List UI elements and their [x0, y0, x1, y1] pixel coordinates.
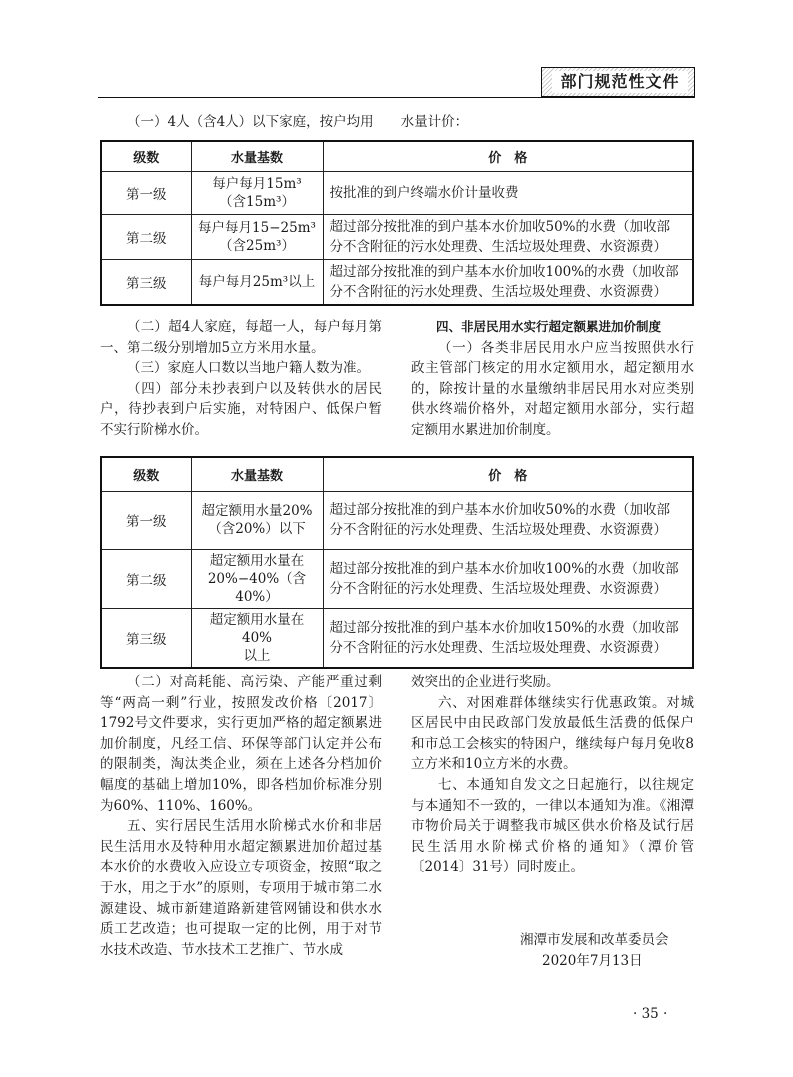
left-column-upper	[100, 317, 382, 441]
paragraph: 七、本通知自发文之日起施行，以往规定与本通知不一致的，一律以本通知为准。《湘潭市物价局关于调整我市城区供水价格及试行居民生活用水阶梯式价格的通知》（潭价管〔2014〕31号）同时废止。	[411, 776, 694, 876]
tier-base: 每户每月15−25m³ （含25m³）	[191, 214, 323, 259]
tier-price: 超过部分按批准的到户基本水价加收100%的水费（加收部 分不含附征的污水处理费、生活垃圾处理费、水资源费）	[323, 549, 693, 608]
page-number: · 35 ·	[633, 1006, 668, 1022]
section-tag	[541, 67, 695, 97]
section-heading: 四、非居民用水实行超定额累进加价制度	[436, 319, 662, 334]
paragraph: （四）部分未抄表到户以及转供水的居民户，待抄表到户后实施，对特困户、低保户暂不实行阶梯水价。	[100, 380, 382, 438]
table-row	[101, 608, 693, 668]
paragraph: （二）对高耗能、高污染、产能严重过剩等“两高一剩”行业，按照发改价格〔2017〕1792号文件要求，实行更加严格的超定额累进加价制度，凡经工信、环保等部门认定并公布的限制类，淘汰类企业，须在上述各分档加价幅度的基础上增加10%，即各档加价标准分别为60%、110%、160%。	[100, 674, 382, 814]
table-row	[101, 171, 693, 214]
table-header-price: 价 格	[323, 141, 693, 171]
tier-base: 每户每月25m³以上	[191, 259, 323, 305]
household-tier-table	[100, 140, 694, 306]
tier-level: 第一级	[101, 171, 191, 214]
non-resident-tier-table	[100, 456, 694, 669]
table-row	[101, 259, 693, 305]
paragraph: （三）家庭人口数以当地户籍人数为准。	[127, 360, 370, 377]
signature-organization: 湘潭市发展和改革委员会	[520, 932, 669, 948]
table-row	[101, 214, 693, 259]
paragraph: 五、实行居民生活用水阶梯式水价和非居民生活用水及特种用水超定额累进加价超过基本水价的水费收入应设立专项资金，按照“取之于水，用之于水”的原则，专项用于城市第二水源建设、城市新建道路新建管网铺设和供水水质工艺改造；也可提取一定的比例，用于对节水技术改造、节水技术工艺推广、节水成	[100, 818, 382, 958]
table-header-level: 级数	[101, 457, 191, 491]
right-column-lower	[411, 672, 694, 878]
paragraph: （一）各类非居民用水户应当按照供水行政主管部门核定的用水定额用水，超定额用水的，除按计量的水量缴纳非居民用水对应类别供水终端价格外，对超定额用水部分，实行超定额用水累进加价制度。	[411, 339, 694, 438]
table-header-price: 价 格	[323, 457, 693, 491]
tier-price: 超过部分按批准的到户基本水价加收50%的水费（加收部 分不含附征的污水处理费、生活垃圾处理费、水资源费）	[323, 214, 693, 259]
tier-price: 按批准的到户终端水价计量收费	[323, 171, 693, 214]
table-header-level: 级数	[101, 141, 191, 171]
table-row	[101, 549, 693, 608]
tier-level: 第一级	[101, 491, 191, 549]
signature-date: 2020年7月13日	[542, 953, 643, 969]
paragraph: （二）超4人家庭，每超一人，每户每月第一、第二级分别增加5立方米用水量。	[100, 319, 382, 356]
table-row	[101, 491, 693, 549]
table-header-base: 水量基数	[191, 141, 323, 171]
tier-level: 第三级	[101, 608, 191, 668]
tier-level: 第二级	[101, 549, 191, 608]
right-column-upper	[411, 317, 694, 441]
table-header-base: 水量基数	[191, 457, 323, 491]
header-rule	[98, 97, 695, 98]
tier-price: 超过部分按批准的到户基本水价加收50%的水费（加收部 分不含附征的污水处理费、生活垃圾处理费、水资源费）	[323, 491, 693, 549]
tier-base: 超定额用水量在40% 以上	[191, 608, 323, 668]
paragraph: 效突出的企业进行奖励。	[411, 674, 560, 690]
tier-level: 第二级	[101, 214, 191, 259]
tier-level: 第三级	[101, 259, 191, 305]
section-tag-label: 部门规范性文件	[552, 71, 688, 93]
tier-price: 超过部分按批准的到户基本水价加收100%的水费（加收部 分不含附征的污水处理费、生活垃圾处理费、水资源费）	[323, 259, 693, 305]
paragraph: 六、对困难群体继续实行优惠政策。对城区居民中由民政部门发放最低生活费的低保户和市总工会核实的特困户，继续每户每月免收8立方米和10立方米的水费。	[411, 694, 694, 773]
tier-base: 每户每月15m³ （含15m³）	[191, 171, 323, 214]
tier-base: 超定额用水量在 20%−40%（含40%）	[191, 549, 323, 608]
tier-base: 超定额用水量20% （含20%）以下	[191, 491, 323, 549]
intro-line: （一）4人（含4人）以下家庭，按户均用 水量计价：	[127, 114, 469, 130]
tier-price: 超过部分按批准的到户基本水价加收150%的水费（加收部 分不含附征的污水处理费、生活垃圾处理费、水资源费）	[323, 608, 693, 668]
left-column-lower	[100, 672, 382, 960]
